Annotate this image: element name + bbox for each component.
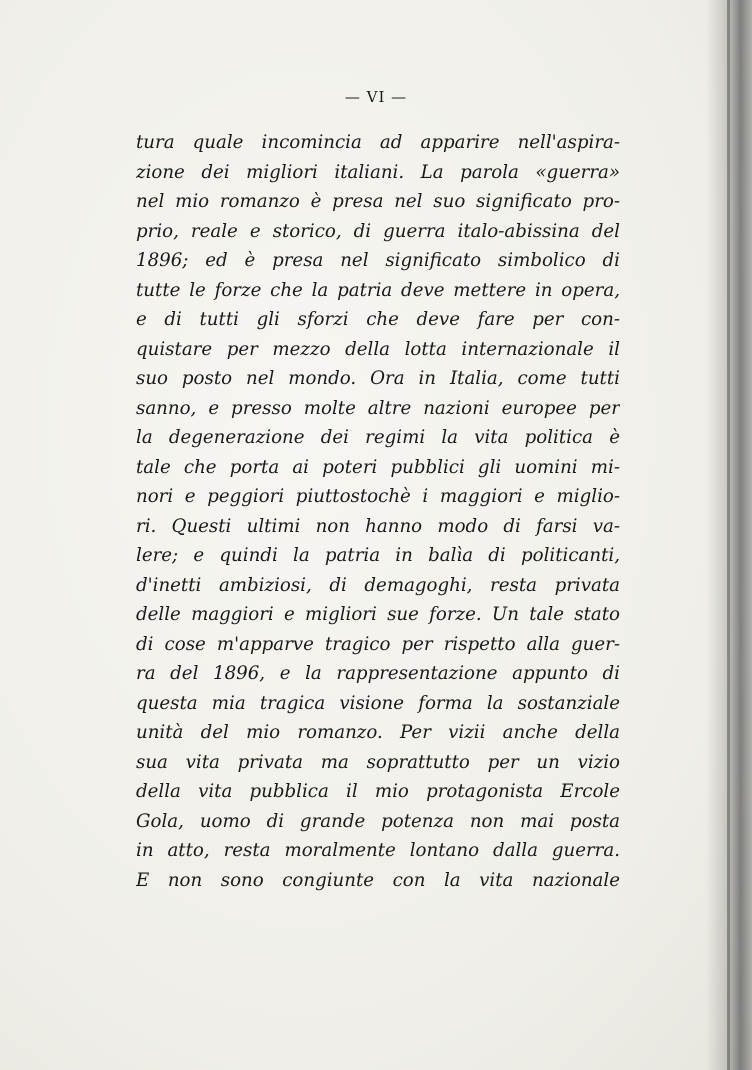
text-line: nori e peggiori piuttostochè i maggiori e miglio- [136, 486, 620, 507]
text-line: lere; e quindi la patria in balìa di politicanti, [136, 545, 620, 566]
text-line: questa mia tragica visione forma la sostanziale [136, 692, 620, 714]
text-line: 1896; ed è presa nel significato simbolico di [136, 250, 620, 271]
text-line: ra del 1896, e la rappresentazione appunto di [136, 663, 620, 684]
text-line: ri. Questi ultimi non hanno modo di farsi va- [136, 515, 620, 537]
text-line: tutte le forze che la patria deve mettere in opera, [136, 279, 620, 301]
text-line: quistare per mezzo della lotta internazionale il [136, 338, 620, 360]
page-edge-line [727, 0, 730, 1070]
text-line: E non sono congiunte con la vita nazionale [136, 869, 620, 891]
text-line: in atto, resta moralmente lontano dalla guerra. [136, 840, 620, 861]
text-line: delle maggiori e migliori sue forze. Un tale stato [136, 604, 620, 625]
text-line: e di tutti gli sforzi che deve fare per con- [136, 309, 620, 330]
text-line: della vita pubblica il mio protagonista Ercole [136, 781, 620, 802]
text-line: tura quale incomincia ad apparire nell'aspira- [136, 132, 620, 153]
body-text [136, 128, 620, 895]
text-line: tale che porta ai poteri pubblici gli uomini mi- [136, 456, 620, 478]
text-line: zione dei migliori italiani. La parola «guerra» [136, 161, 620, 183]
text-line: Gola, uomo di grande potenza non mai posta [136, 810, 620, 832]
text-line: unità del mio romanzo. Per vizii anche della [136, 722, 620, 743]
page-number-header: — VI — [344, 88, 408, 106]
text-line: d'inetti ambiziosi, di demagoghi, resta privata [136, 574, 620, 596]
text-line: la degenerazione dei regimi la vita politica è [136, 427, 620, 448]
text-line: sua vita privata ma soprattutto per un vizio [136, 751, 620, 773]
text-line: sanno, e presso molte altre nazioni europee per [136, 397, 620, 419]
text-line: di cose m'apparve tragico per rispetto alla guer- [136, 633, 620, 655]
text-line: nel mio romanzo è presa nel suo significato pro- [136, 191, 620, 212]
text-line: suo posto nel mondo. Ora in Italia, come tutti [136, 368, 620, 389]
text-line: prio, reale e storico, di guerra italo-abissina del [136, 220, 620, 242]
